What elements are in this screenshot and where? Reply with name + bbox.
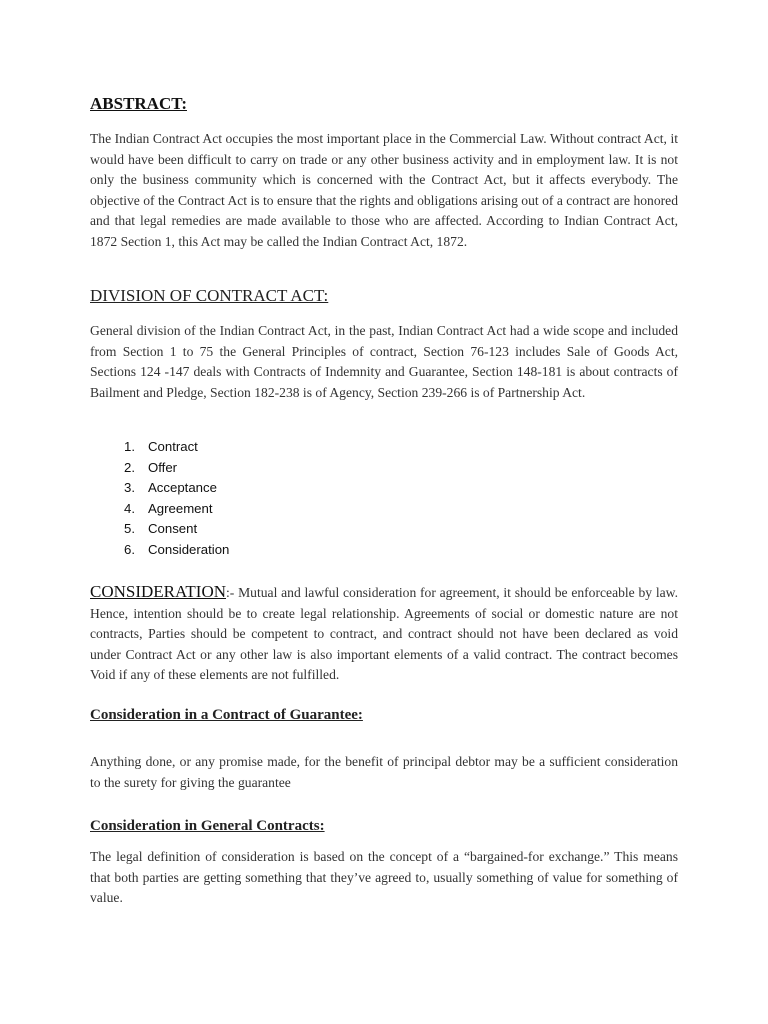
list-item-number: 2.	[124, 459, 135, 475]
elements-list	[90, 437, 229, 561]
guarantee-paragraph: Anything done, or any promise made, for the benefit of principal debtor may be a sufficient consideration to the surety for giving the guarantee	[90, 754, 678, 790]
list-item	[90, 458, 229, 479]
division-heading: DIVISION OF CONTRACT ACT:	[90, 286, 329, 305]
list-item-label: Consideration	[148, 541, 230, 557]
list-item-number: 1.	[124, 439, 135, 454]
consideration-heading: CONSIDERATION	[90, 582, 226, 601]
list-item-label: Agreement	[148, 500, 213, 516]
list-item	[90, 478, 229, 499]
general-heading: Consideration in General Contracts:	[90, 818, 325, 834]
list-item-label: Acceptance	[148, 480, 217, 496]
list-item	[90, 540, 229, 561]
list-item	[90, 519, 229, 540]
list-item	[90, 437, 229, 458]
list-item-label: Contract	[148, 439, 198, 454]
consideration-paragraph	[90, 582, 678, 686]
list-item-number: 3.	[124, 480, 135, 496]
list-item	[90, 499, 229, 520]
list-item-number: 6.	[124, 541, 135, 557]
consideration-separator: :-	[226, 585, 235, 600]
list-item-label: Offer	[148, 459, 178, 475]
list-item-number: 4.	[124, 500, 135, 516]
guarantee-heading: Consideration in a Contract of Guarantee:	[90, 707, 363, 723]
abstract-paragraph: The Indian Contract Act occupies the most important place in the Commercial Law. Without contract Act, it would have been difficult to carry on trade or any other business activity and in employment law. It is not only the business community which is concerned with the Contract Act, but it affects everybody. The objective of the Contract Act is to ensure that the rights and obligations arising out of a contract are honored and that legal remedies are made available to those who are affected. According to Indian Contract Act, 1872 Section 1, this Act may be called the Indian Contract Act, 1872.	[90, 131, 678, 249]
list-item-label: Consent	[148, 521, 198, 537]
consideration-text: Mutual and lawful consideration for agreement, it should be enforceable by law. Hence, intention should be to create legal relationship. Agreements of social or domestic nature are not contracts, Parties should be competent to contract, and contract should not have been declared as void under Contract Act or any other law is also important elements of a valid contract. The contract becomes Void if any of these elements are not fulfilled.	[90, 585, 678, 682]
list-item-number: 5.	[124, 521, 135, 537]
general-paragraph: The legal definition of consideration is based on the concept of a “bargained-for exchange.” This means that both parties are getting something that they’ve agreed to, usually something of value for something of value.	[90, 849, 678, 905]
abstract-heading: ABSTRACT:	[90, 94, 187, 113]
division-paragraph: General division of the Indian Contract Act, in the past, Indian Contract Act had a wide scope and included from Section 1 to 75 the General Principles of contract, Section 76-123 includes Sale of Goods Act, Sections 124 -147 deals with Contracts of Indemnity and Guarantee, Section 148-181 is about contracts of Bailment and Pledge, Section 182-238 is of Agency, Section 239-266 is of Partnership Act.	[90, 323, 678, 400]
